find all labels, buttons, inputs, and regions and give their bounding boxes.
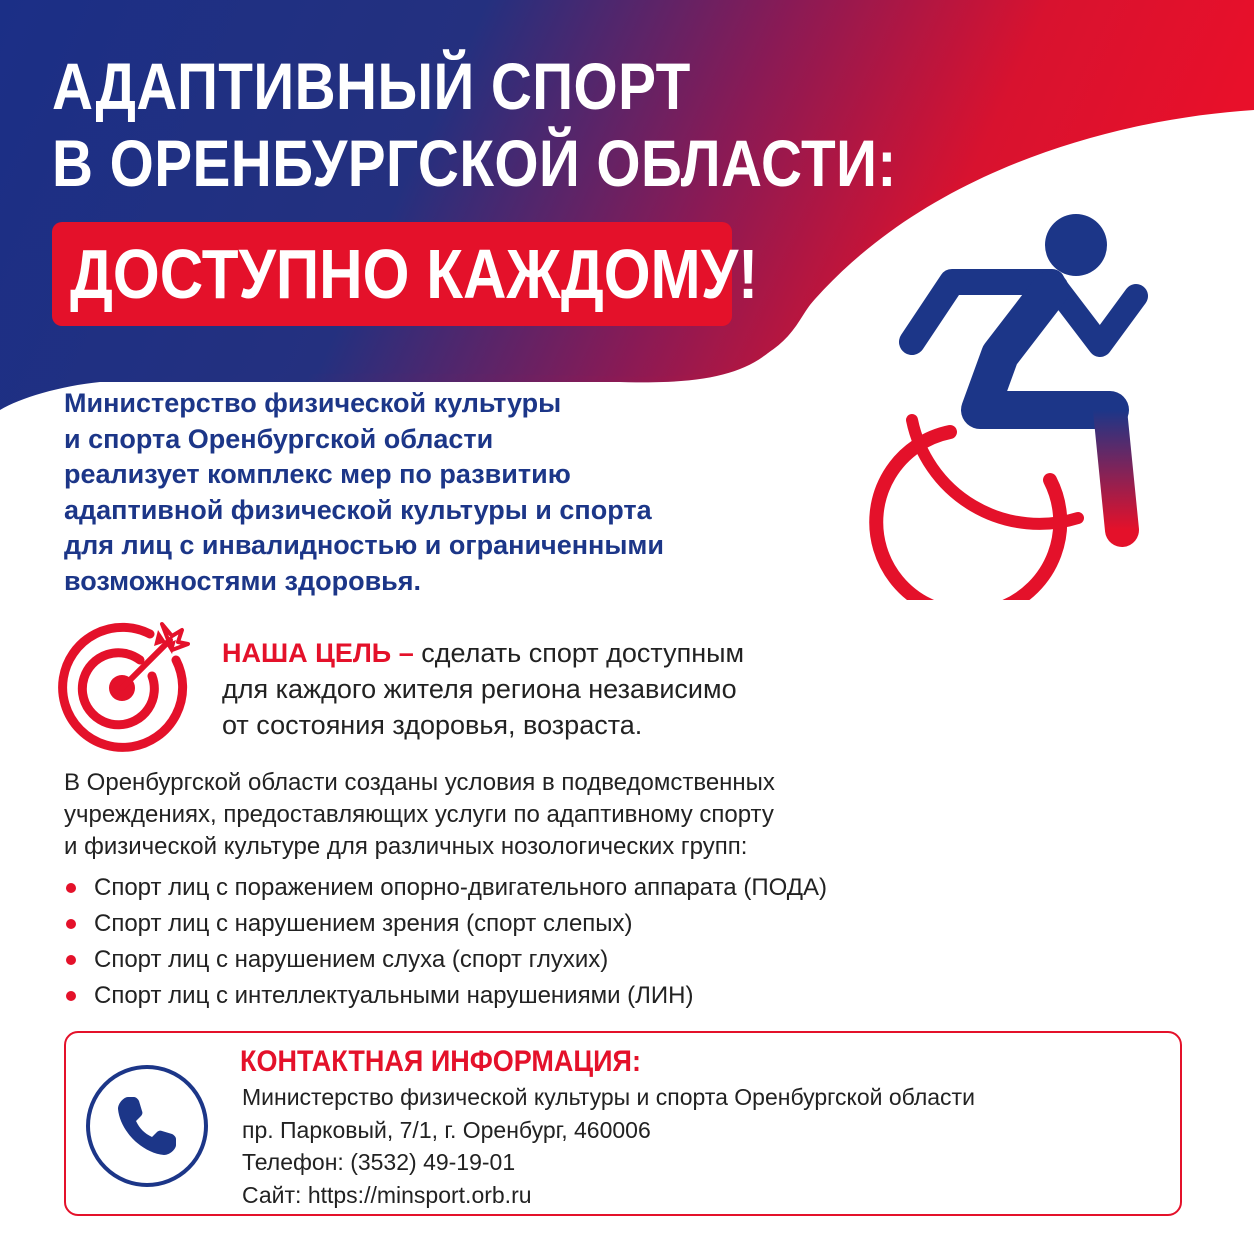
- target-icon: [54, 616, 194, 756]
- goal-line: для каждого жителя региона независимо: [222, 674, 737, 704]
- page-title: [52, 48, 897, 201]
- contact-phone: Телефон: (3532) 49-19-01: [242, 1149, 516, 1175]
- goal-line-1: [222, 635, 822, 671]
- nosology-list: [64, 870, 827, 1014]
- contact-website[interactable]: Сайт: https://minsport.orb.ru: [242, 1181, 532, 1208]
- intro-line: для лиц с инвалидностью и ограниченными: [64, 530, 664, 560]
- conditions-line: В Оренбургской области созданы условия в подведомственных: [64, 769, 775, 796]
- bullet-icon: [66, 991, 76, 1001]
- slogan-banner: [52, 222, 759, 326]
- intro-line: Министерство физической культуры: [64, 388, 562, 418]
- goal-line-1-rest: сделать спорт доступным: [413, 638, 745, 668]
- adaptive-sport-icon: [850, 210, 1170, 600]
- contact-card: [64, 1031, 1182, 1216]
- list-item: [64, 870, 827, 906]
- intro-paragraph: [64, 386, 704, 599]
- slogan-text: ДОСТУПНО КАЖДОМУ!: [70, 235, 759, 313]
- contact-title: КОНТАКТНАЯ ИНФОРМАЦИЯ:: [240, 1045, 641, 1078]
- list-item: [64, 942, 827, 978]
- phone-icon: [114, 1093, 180, 1159]
- title-line-1: АДАПТИВНЫЙ СПОРТ: [52, 49, 691, 123]
- contact-details: [242, 1081, 975, 1211]
- intro-line: адаптивной физической культуры и спорта: [64, 494, 652, 525]
- list-item: [64, 978, 827, 1014]
- conditions-line: и физической культуре для различных нозологических групп:: [64, 833, 748, 860]
- title-line-2: В ОРЕНБУРГСКОЙ ОБЛАСТИ:: [52, 125, 897, 200]
- contact-address: пр. Парковый, 7/1, г. Оренбург, 460006: [242, 1116, 651, 1143]
- intro-line: возможностями здоровья.: [64, 565, 422, 596]
- list-item-text: Спорт лиц с нарушением слуха (спорт глухих): [94, 946, 609, 973]
- goal-line: от состояния здоровья, возраста.: [222, 710, 643, 740]
- list-item-text: Спорт лиц с интеллектуальными нарушениями (ЛИН): [94, 982, 694, 1009]
- phone-icon-circle: [86, 1065, 208, 1187]
- intro-line: и спорта Оренбургской области: [64, 423, 494, 454]
- intro-line: реализует комплекс мер по развитию: [64, 459, 571, 489]
- bullet-icon: [66, 883, 76, 893]
- goal-heading: НАША ЦЕЛЬ –: [222, 638, 414, 668]
- bullet-icon: [66, 955, 76, 965]
- conditions-line: учреждениях, предоставляющих услуги по адаптивному спорту: [64, 801, 774, 828]
- list-item-text: Спорт лиц с нарушением зрения (спорт слепых): [94, 910, 633, 937]
- contact-organization: Министерство физической культуры и спорта Оренбургской области: [242, 1084, 975, 1110]
- list-item-text: Спорт лиц с поражением опорно-двигательного аппарата (ПОДА): [94, 874, 827, 901]
- goal-statement: [222, 635, 822, 743]
- bullet-icon: [66, 919, 76, 929]
- list-item: [64, 906, 827, 942]
- conditions-paragraph: [64, 767, 864, 863]
